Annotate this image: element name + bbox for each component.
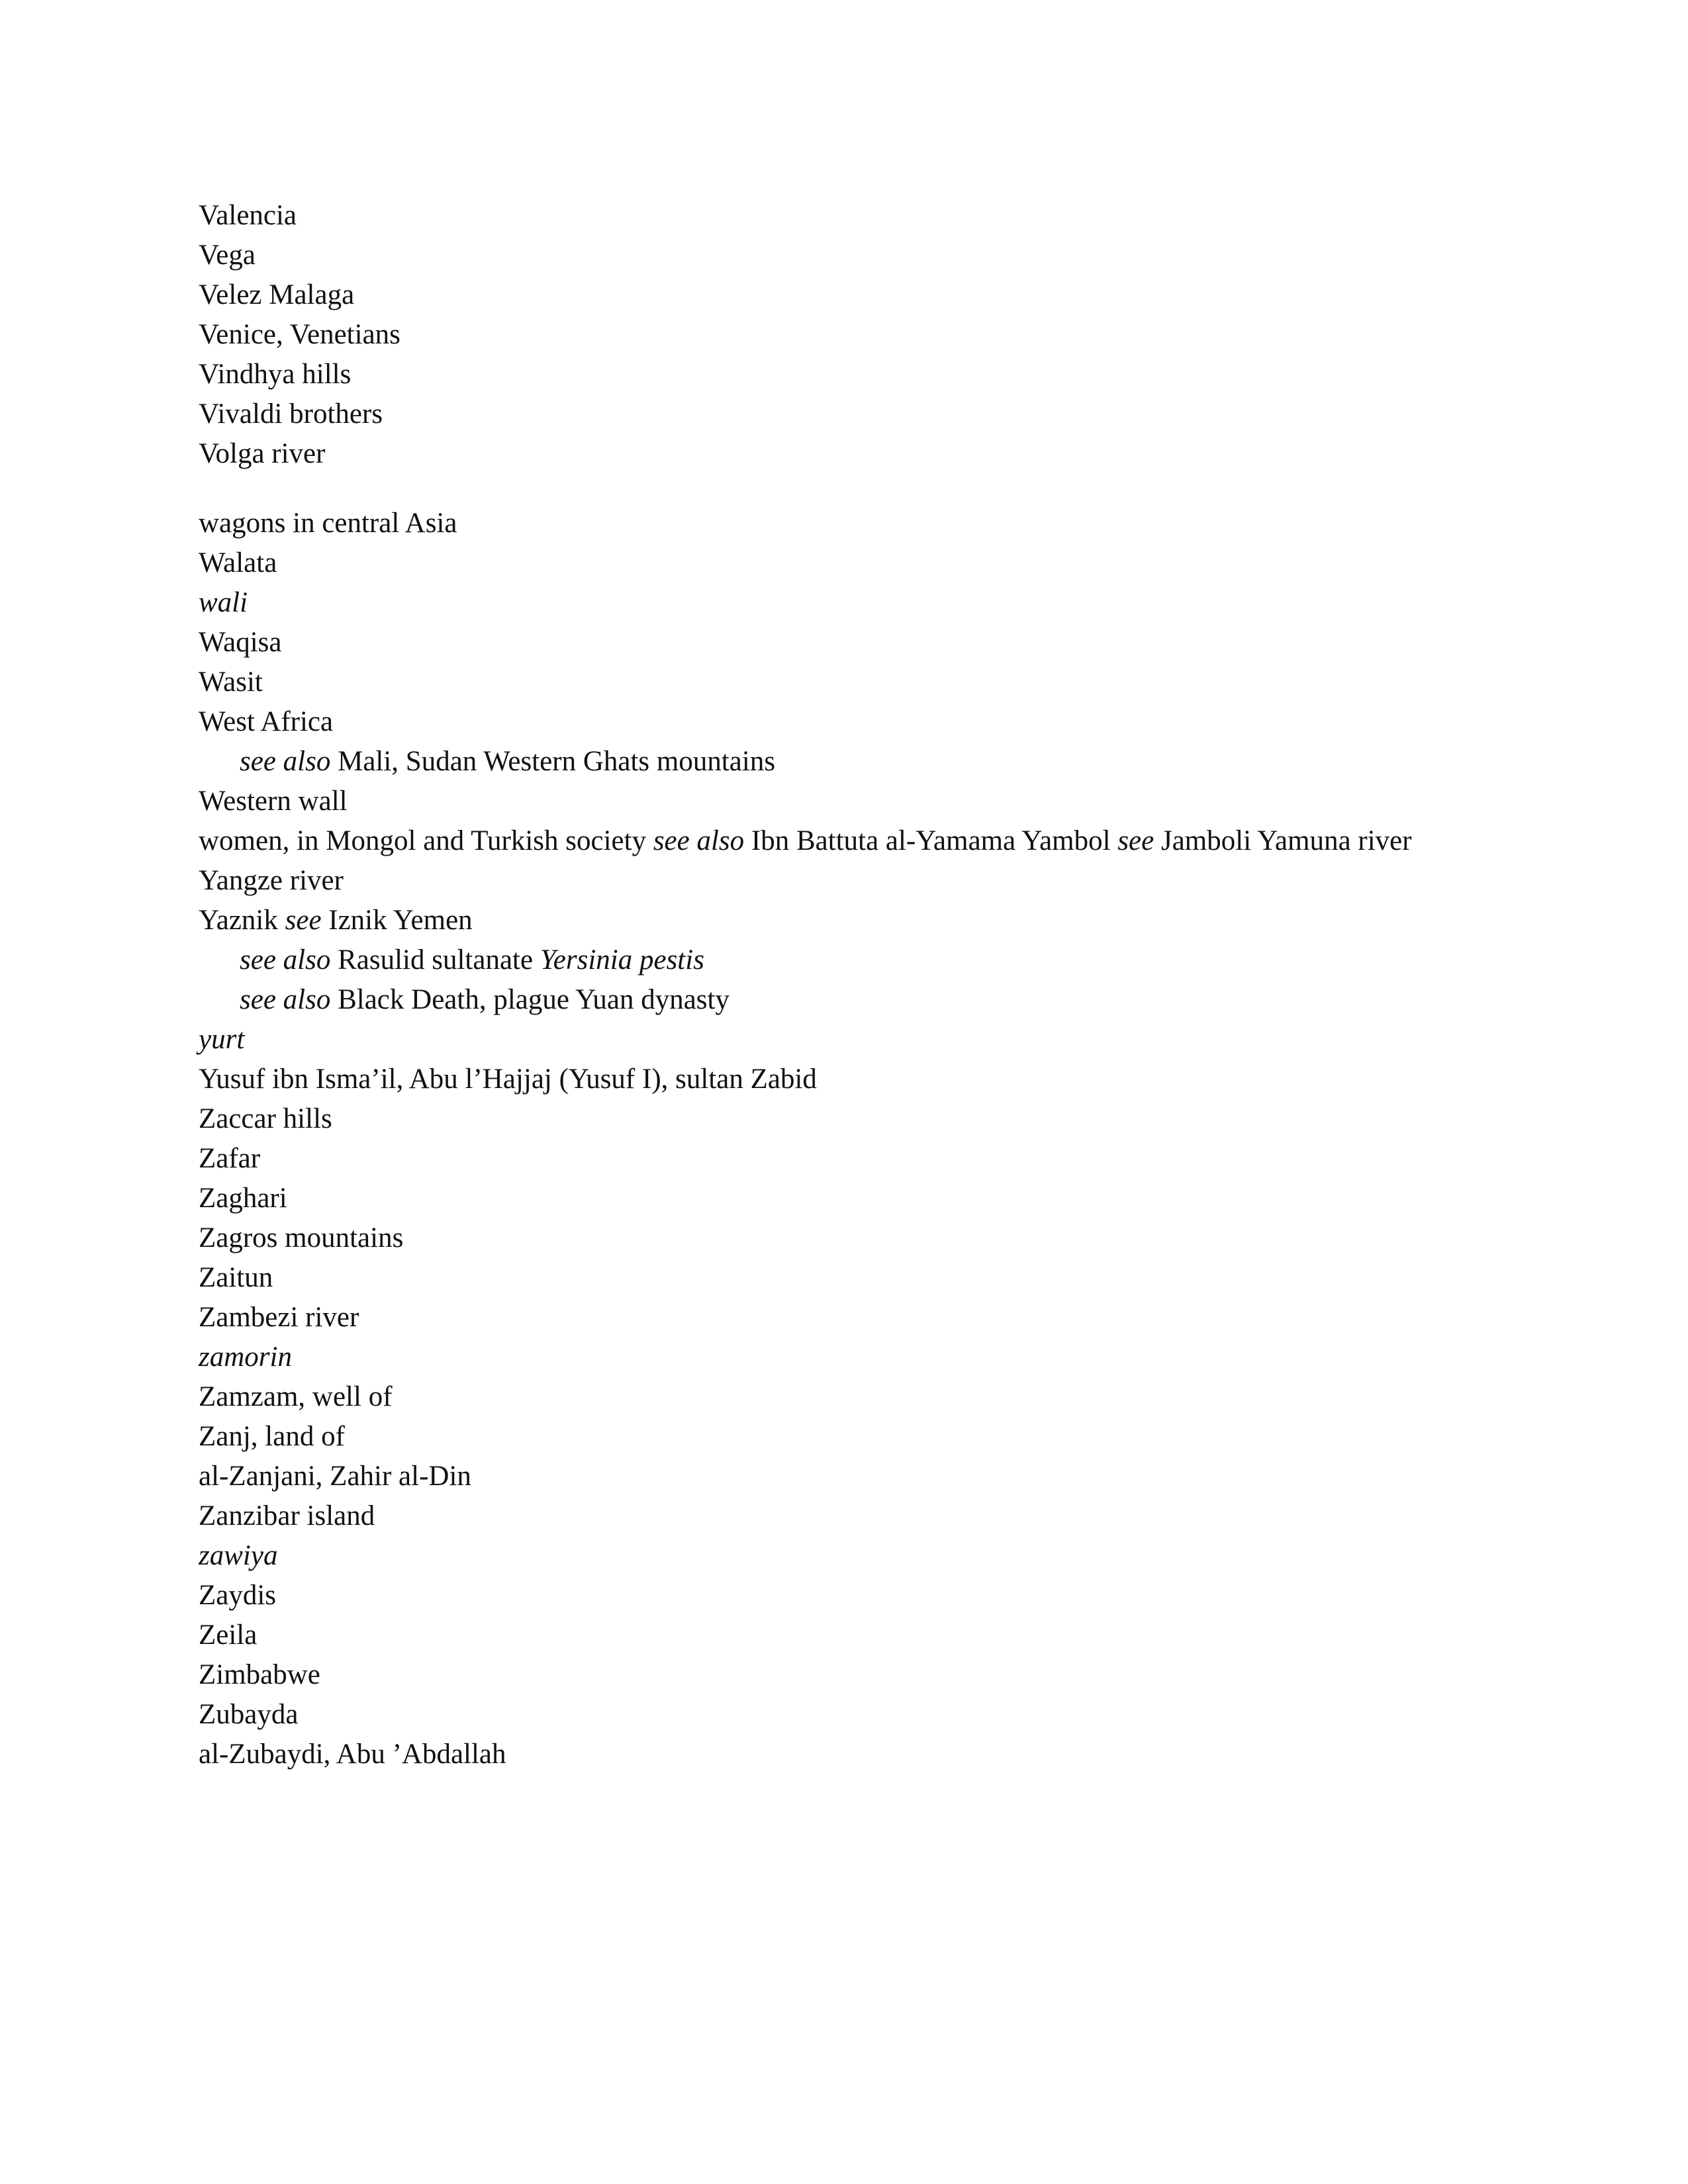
see-also-label: see also bbox=[653, 825, 745, 856]
index-entry: Zagros mountains bbox=[199, 1222, 404, 1253]
index-entry: Volga river bbox=[199, 438, 326, 469]
index-entry: Valencia bbox=[199, 200, 297, 231]
index-entry: al-Zanjani, Zahir al-Din bbox=[199, 1461, 471, 1492]
index-entry: Velez Malaga bbox=[199, 279, 355, 310]
entry-text: Ibn Battuta al-Yamama Yambol bbox=[744, 825, 1118, 856]
index-entry: West Africa bbox=[199, 706, 334, 737]
subentry-text: Mali, Sudan Western Ghats mountains bbox=[330, 746, 776, 777]
index-entry: Zaydis bbox=[199, 1580, 277, 1611]
index-entry: Zubayda bbox=[199, 1699, 299, 1730]
index-entry: Zimbabwe bbox=[199, 1659, 320, 1690]
index-section-w-z bbox=[199, 504, 1523, 1774]
index-entry: Yusuf ibn Isma’il, Abu l’Hajjaj (Yusuf I), sultan Zabid bbox=[199, 1064, 817, 1095]
entry-text: Iznik Yemen bbox=[321, 905, 473, 936]
see-also-label: see also bbox=[240, 944, 331, 976]
index-entry: Walata bbox=[199, 547, 277, 578]
index-entry bbox=[199, 901, 1523, 940]
index-entry: Vindhya hills bbox=[199, 359, 352, 390]
index-entry: Wasit bbox=[199, 666, 263, 698]
index-entry-italic: wali bbox=[199, 587, 248, 618]
index-entry: Zanzibar island bbox=[199, 1500, 375, 1531]
index-entry: wagons in central Asia bbox=[199, 508, 457, 539]
index-entry: Venice, Venetians bbox=[199, 319, 400, 350]
index-section-v bbox=[199, 196, 1523, 474]
see-label: see bbox=[285, 905, 322, 936]
index-entry: Zafar bbox=[199, 1143, 261, 1174]
index-entry: Zanj, land of bbox=[199, 1421, 345, 1452]
index-entry: Zeila bbox=[199, 1619, 258, 1651]
index-entry: Zaghari bbox=[199, 1183, 287, 1214]
index-entry-italic: zamorin bbox=[199, 1342, 292, 1373]
index-entry-italic: zawiya bbox=[199, 1540, 278, 1571]
entry-text: Yaznik bbox=[199, 905, 285, 936]
index-entry: Zaitun bbox=[199, 1262, 273, 1293]
index-entry: Zamzam, well of bbox=[199, 1381, 393, 1412]
index-entry: al-Zubaydi, Abu ’Abdallah bbox=[199, 1739, 506, 1770]
index-subentry bbox=[199, 742, 1523, 782]
index-subentry bbox=[199, 980, 1523, 1020]
index-entry bbox=[199, 821, 1523, 861]
index-entry: Yangze river bbox=[199, 865, 344, 896]
subentry-text: Rasulid sultanate bbox=[330, 944, 540, 976]
index-entry-italic: yurt bbox=[199, 1024, 245, 1055]
subentry-italic-text: Yersinia pestis bbox=[539, 944, 704, 976]
see-also-label: see also bbox=[240, 984, 331, 1015]
index-entry: Waqisa bbox=[199, 627, 282, 658]
index-entry: Zaccar hills bbox=[199, 1103, 332, 1134]
index-entry: Zambezi river bbox=[199, 1302, 359, 1333]
index-subentry bbox=[199, 940, 1523, 980]
entry-text: women, in Mongol and Turkish society bbox=[199, 825, 653, 856]
see-label: see bbox=[1117, 825, 1154, 856]
index-entry: Vega bbox=[199, 240, 256, 271]
index-entry: Vivaldi brothers bbox=[199, 398, 383, 430]
subentry-text: Black Death, plague Yuan dynasty bbox=[330, 984, 729, 1015]
index-entry: Western wall bbox=[199, 786, 348, 817]
see-also-label: see also bbox=[240, 746, 331, 777]
entry-text: Jamboli Yamuna river bbox=[1154, 825, 1412, 856]
